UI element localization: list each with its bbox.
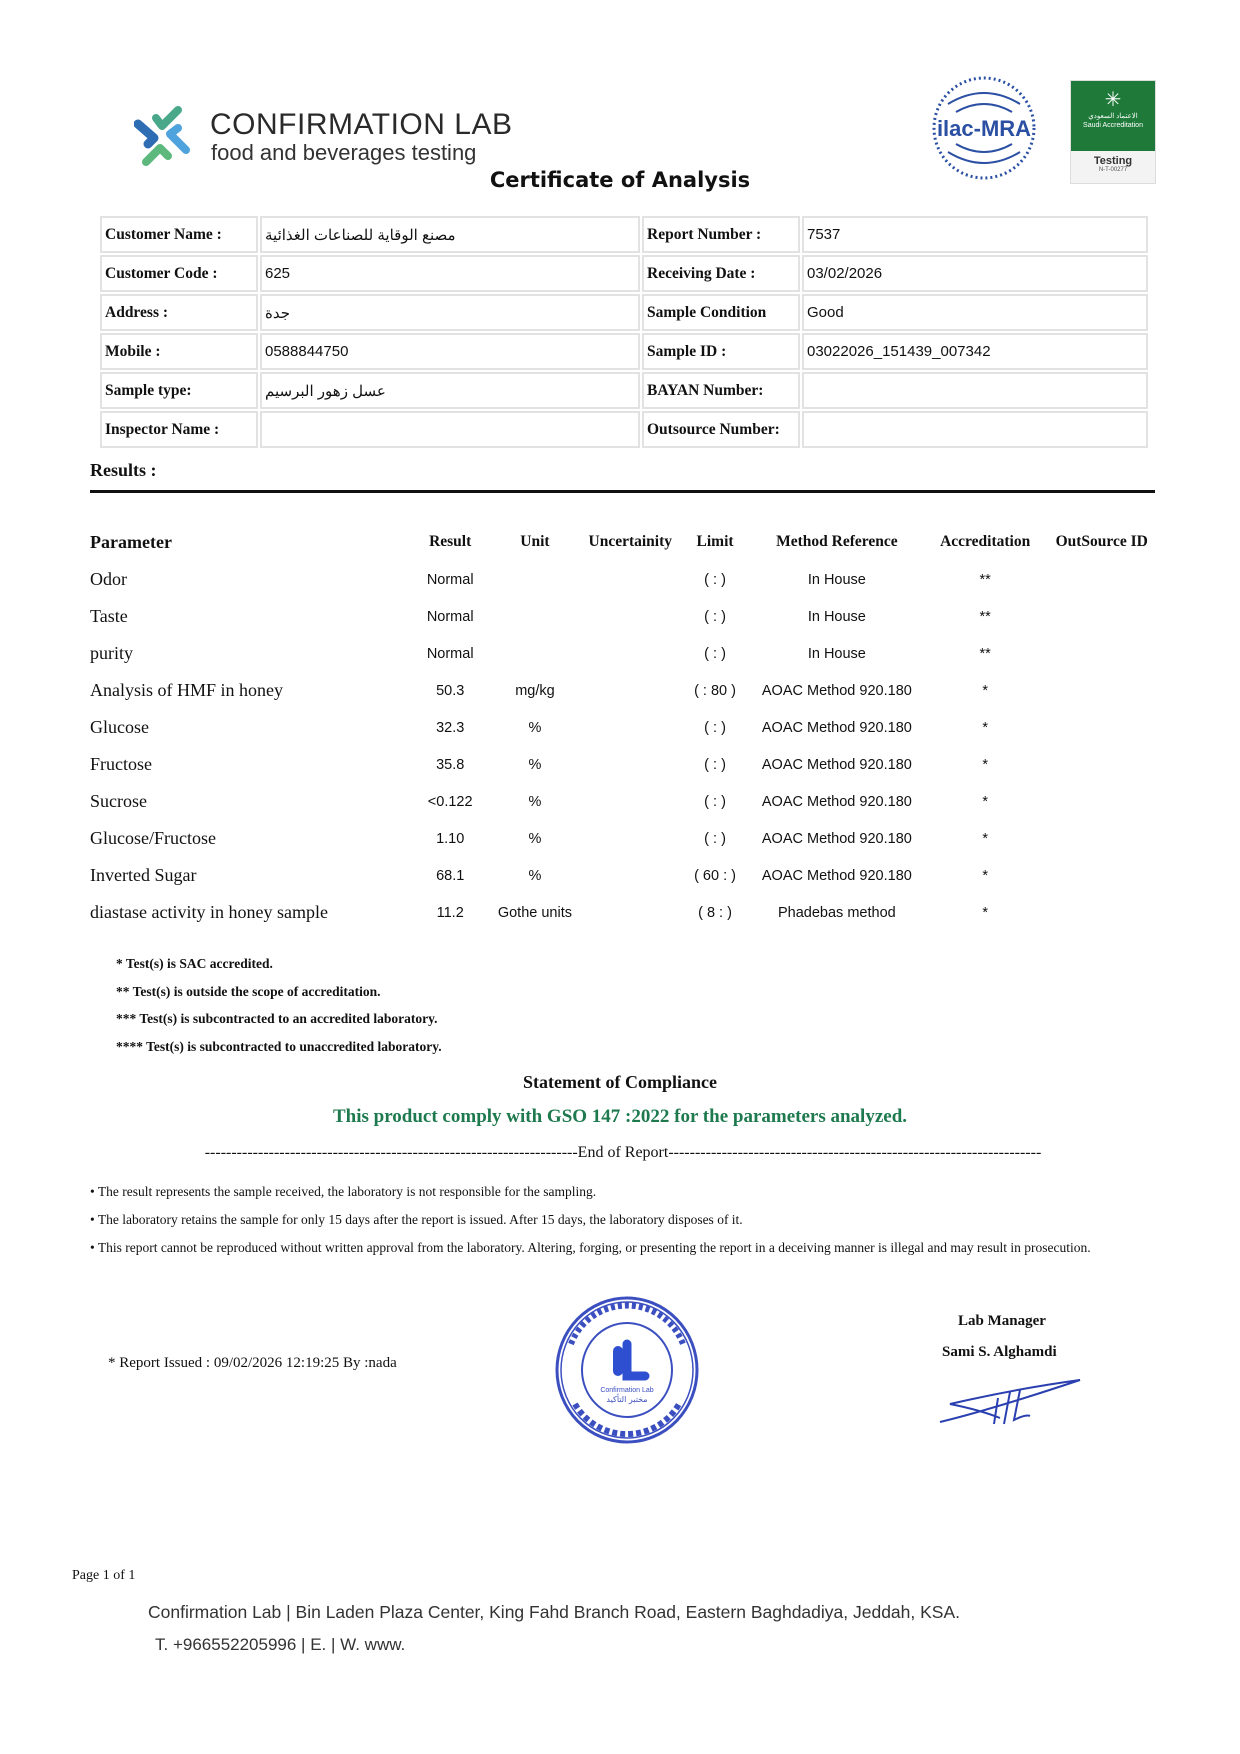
info-value: مصنع الوقاية للصناعات الغذائية bbox=[260, 216, 640, 253]
cell-parameter: purity bbox=[90, 643, 133, 663]
cell-accreditation: * bbox=[982, 793, 988, 810]
cell-limit: ( : ) bbox=[704, 719, 726, 736]
info-label: Inspector Name : bbox=[100, 411, 258, 448]
info-row bbox=[100, 411, 1148, 448]
legend-item: ** Test(s) is outside the scope of accreditation. bbox=[116, 983, 381, 999]
cell-parameter: Glucose/Fructose bbox=[90, 828, 216, 848]
cell-result: <0.122 bbox=[427, 793, 473, 810]
compliance-statement: This product comply with GSO 147 :2022 for the parameters analyzed. bbox=[332, 1106, 908, 1127]
manager-title: Lab Manager bbox=[958, 1313, 1046, 1329]
cell-unit: mg/kg bbox=[515, 682, 555, 699]
cell-unit: % bbox=[528, 830, 542, 847]
legend-item: **** Test(s) is subcontracted to unaccredited laboratory. bbox=[116, 1038, 442, 1054]
end-of-report: ----------------------------------------------------------------------End of Report---------------------------------------------------------------------- bbox=[204, 1144, 1042, 1161]
company-logo bbox=[134, 104, 514, 174]
col-accreditation: Accreditation bbox=[940, 533, 1031, 550]
info-label: Sample type: bbox=[100, 372, 258, 409]
sac-arabic: الاعتماد السعودي bbox=[1088, 113, 1138, 120]
cell-method: In House bbox=[807, 608, 866, 625]
cell-accreditation: * bbox=[982, 756, 988, 773]
document-title: Certificate of Analysis bbox=[489, 168, 751, 192]
cell-result: 68.1 bbox=[436, 867, 465, 884]
svg-text:Confirmation Lab: Confirmation Lab bbox=[600, 1387, 654, 1394]
cell-accreditation: * bbox=[982, 682, 988, 699]
cell-outsource-id bbox=[1043, 709, 1160, 746]
cell-uncertainty bbox=[577, 709, 683, 746]
sac-testing: Testing bbox=[1093, 155, 1133, 167]
cell-uncertainty bbox=[577, 857, 683, 894]
result-row bbox=[90, 672, 1160, 709]
info-value bbox=[260, 411, 640, 448]
info-label: Customer Code : bbox=[100, 255, 258, 292]
cell-uncertainty bbox=[577, 635, 683, 672]
cell-parameter: Analysis of HMF in honey bbox=[90, 680, 283, 700]
info-row bbox=[100, 294, 1148, 331]
result-row bbox=[90, 635, 1160, 672]
ilac-mra-icon bbox=[928, 74, 1040, 182]
svg-text:ilac-MRA: ilac-MRA bbox=[936, 116, 1032, 141]
cell-result: Normal bbox=[426, 571, 474, 588]
info-label: Address : bbox=[100, 294, 258, 331]
info-row bbox=[100, 255, 1148, 292]
cell-method: AOAC Method 920.180 bbox=[761, 756, 912, 773]
stamp-seal-icon bbox=[553, 1296, 701, 1444]
info-value: 03/02/2026 bbox=[802, 255, 1148, 292]
info-value: Good bbox=[802, 294, 1148, 331]
info-row bbox=[100, 372, 1148, 409]
report-issued: * Report Issued : 09/02/2026 12:19:25 By :nada bbox=[108, 1355, 397, 1371]
disclaimer-notes bbox=[90, 1178, 1150, 1262]
cell-outsource-id bbox=[1043, 598, 1160, 635]
cell-accreditation: ** bbox=[979, 608, 991, 625]
info-label: Sample ID : bbox=[642, 333, 800, 370]
note-item: • This report cannot be reproduced without written approval from the laboratory. Altering, forging, or presenting the report in a deceiving manner is illegal and may result in prosecution. bbox=[90, 1240, 1091, 1255]
cell-parameter: Inverted Sugar bbox=[90, 865, 197, 885]
info-value bbox=[802, 372, 1148, 409]
cell-outsource-id bbox=[1043, 746, 1160, 783]
result-row bbox=[90, 894, 1160, 931]
results-heading: Results : bbox=[90, 460, 157, 480]
lab-stamp bbox=[553, 1296, 701, 1444]
col-parameter: Parameter bbox=[90, 531, 172, 552]
cell-accreditation: ** bbox=[979, 571, 991, 588]
results-table bbox=[90, 523, 1160, 931]
cell-limit: ( : ) bbox=[704, 830, 726, 847]
cell-method: In House bbox=[807, 571, 866, 588]
result-row bbox=[90, 857, 1160, 894]
result-row bbox=[90, 709, 1160, 746]
cell-limit: ( : ) bbox=[704, 571, 726, 588]
page-number: Page 1 of 1 bbox=[72, 1568, 136, 1583]
cell-result: 11.2 bbox=[436, 904, 464, 921]
cell-limit: ( : ) bbox=[704, 645, 726, 662]
cell-uncertainty bbox=[577, 561, 683, 598]
cell-limit: ( : ) bbox=[704, 793, 726, 810]
sac-english: Saudi Accreditation bbox=[1083, 122, 1143, 129]
info-value: جدة bbox=[260, 294, 640, 331]
cell-parameter: diastase activity in honey sample bbox=[90, 902, 328, 922]
info-value: 03022026_151439_007342 bbox=[802, 333, 1148, 370]
cell-unit: Gothe units bbox=[497, 904, 573, 921]
col-result: Result bbox=[429, 533, 472, 550]
logo-subtitle: food and beverages testing bbox=[211, 140, 477, 165]
info-value: 7537 bbox=[802, 216, 1148, 253]
palm-star-icon: ✳ bbox=[1104, 89, 1122, 111]
cell-result: 32.3 bbox=[436, 719, 465, 736]
logo-mark-icon bbox=[134, 104, 198, 168]
customer-info-table bbox=[98, 214, 1150, 450]
footer-address: Confirmation Lab | Bin Laden Plaza Center, King Fahd Branch Road, Eastern Baghdadiya, Jeddah, KSA. bbox=[148, 1602, 960, 1622]
cell-unit: % bbox=[528, 867, 542, 884]
cell-result: 1.10 bbox=[436, 830, 465, 847]
result-row bbox=[90, 820, 1160, 857]
result-row bbox=[90, 598, 1160, 635]
cell-uncertainty bbox=[577, 598, 683, 635]
info-value: 0588844750 bbox=[260, 333, 640, 370]
cell-parameter: Sucrose bbox=[90, 791, 147, 811]
cell-method: AOAC Method 920.180 bbox=[761, 830, 912, 847]
info-row bbox=[100, 333, 1148, 370]
results-divider bbox=[90, 490, 1155, 493]
col-limit: Limit bbox=[696, 533, 734, 550]
cell-limit: ( 60 : ) bbox=[694, 867, 736, 884]
cell-method: In House bbox=[807, 645, 866, 662]
cell-accreditation: * bbox=[982, 830, 988, 847]
cell-method: AOAC Method 920.180 bbox=[761, 719, 912, 736]
cell-accreditation: * bbox=[982, 867, 988, 884]
result-row bbox=[90, 783, 1160, 820]
compliance-title: Statement of Compliance bbox=[523, 1072, 717, 1092]
cell-result: 35.8 bbox=[436, 756, 465, 773]
cell-uncertainty bbox=[577, 783, 683, 820]
cell-parameter: Fructose bbox=[90, 754, 152, 774]
cell-outsource-id bbox=[1043, 783, 1160, 820]
cell-limit: ( 8 : ) bbox=[698, 904, 732, 921]
info-label: Receiving Date : bbox=[642, 255, 800, 292]
cell-method: AOAC Method 920.180 bbox=[761, 793, 912, 810]
note-item: • The result represents the sample received, the laboratory is not responsible for the sampling. bbox=[90, 1184, 597, 1199]
col-uncertainty: Uncertainity bbox=[588, 533, 673, 550]
legend-item: *** Test(s) is subcontracted to an accredited laboratory. bbox=[116, 1011, 438, 1026]
info-label: Outsource Number: bbox=[642, 411, 800, 448]
logo-title: CONFIRMATION LAB bbox=[210, 108, 513, 141]
cell-unit bbox=[493, 598, 578, 635]
cell-limit: ( : 80 ) bbox=[694, 682, 736, 699]
cell-accreditation: * bbox=[982, 719, 988, 736]
cell-uncertainty bbox=[577, 672, 683, 709]
info-value bbox=[802, 411, 1148, 448]
cell-method: AOAC Method 920.180 bbox=[761, 867, 912, 884]
results-header-row bbox=[90, 523, 1160, 561]
accreditation-legend bbox=[116, 950, 442, 1060]
info-value: عسل زهور البرسيم bbox=[260, 372, 640, 409]
cell-method: Phadebas method bbox=[778, 904, 896, 921]
footer-contact: T. +966552205996 | E. | W. www. bbox=[155, 1635, 406, 1654]
cell-parameter: Glucose bbox=[90, 717, 149, 737]
cell-method: AOAC Method 920.180 bbox=[761, 682, 912, 699]
info-label: Mobile : bbox=[100, 333, 258, 370]
note-item: • The laboratory retains the sample for only 15 days after the report is issued. After 15 days, the laboratory disposes of it. bbox=[90, 1212, 743, 1227]
cell-unit: % bbox=[528, 793, 542, 810]
cell-accreditation: ** bbox=[979, 645, 991, 662]
cell-limit: ( : ) bbox=[704, 608, 726, 625]
cell-outsource-id bbox=[1043, 561, 1160, 598]
cell-result: Normal bbox=[426, 608, 474, 625]
sac-number: N-T-00277 bbox=[1098, 167, 1128, 173]
cell-result: 50.3 bbox=[436, 682, 465, 699]
cell-uncertainty bbox=[577, 746, 683, 783]
cell-outsource-id bbox=[1043, 672, 1160, 709]
col-method-reference: Method Reference bbox=[776, 533, 898, 550]
manager-name: Sami S. Alghamdi bbox=[942, 1344, 1057, 1360]
cell-accreditation: * bbox=[982, 904, 988, 921]
col-unit: Unit bbox=[520, 533, 550, 550]
cell-limit: ( : ) bbox=[704, 756, 726, 773]
info-label: Customer Name : bbox=[100, 216, 258, 253]
cell-parameter: Odor bbox=[90, 569, 127, 589]
cell-outsource-id bbox=[1043, 857, 1160, 894]
cell-outsource-id bbox=[1043, 635, 1160, 672]
svg-text:مختبر التأكيد: مختبر التأكيد bbox=[606, 1395, 648, 1404]
info-value: 625 bbox=[260, 255, 640, 292]
signature-icon bbox=[930, 1370, 1090, 1430]
cell-unit bbox=[493, 635, 578, 672]
info-row bbox=[100, 216, 1148, 253]
result-row bbox=[90, 561, 1160, 598]
col-outsource-id: OutSource ID bbox=[1055, 533, 1148, 550]
info-label: Report Number : bbox=[642, 216, 800, 253]
cell-result: Normal bbox=[426, 645, 474, 662]
cell-unit: % bbox=[528, 756, 542, 773]
info-label: BAYAN Number: bbox=[642, 372, 800, 409]
result-row bbox=[90, 746, 1160, 783]
cell-uncertainty bbox=[577, 894, 683, 931]
cell-unit: % bbox=[528, 719, 542, 736]
info-label: Sample Condition bbox=[642, 294, 800, 331]
ilac-mra-logo bbox=[928, 74, 1040, 182]
cell-parameter: Taste bbox=[90, 606, 128, 626]
cell-outsource-id bbox=[1043, 820, 1160, 857]
cell-uncertainty bbox=[577, 820, 683, 857]
legend-item: * Test(s) is SAC accredited. bbox=[116, 956, 273, 971]
cell-outsource-id bbox=[1043, 894, 1160, 931]
cell-unit bbox=[493, 561, 578, 598]
